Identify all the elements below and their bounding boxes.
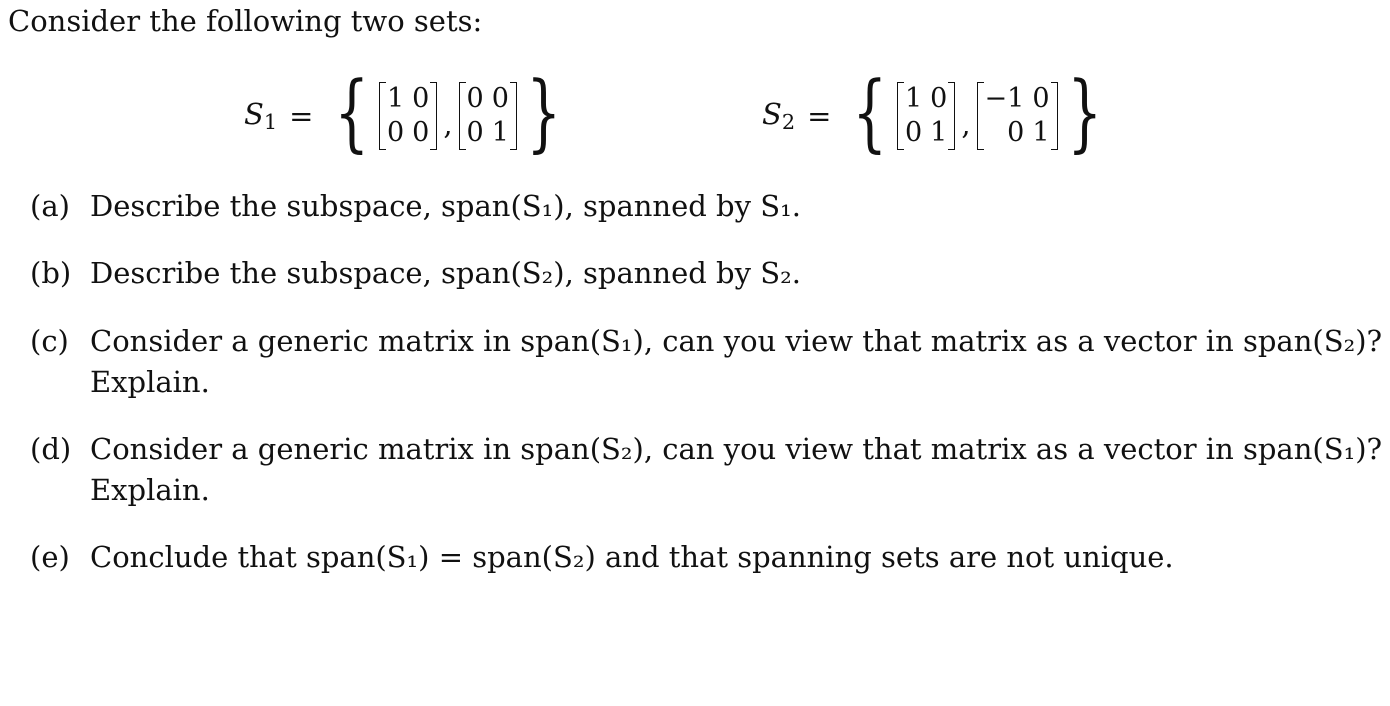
part-label: (c) <box>30 324 69 358</box>
set-s1-definition <box>244 63 570 162</box>
part-label: (d) <box>30 432 72 466</box>
right-brace: } <box>526 63 562 161</box>
question-part-c <box>30 321 1383 399</box>
right-brace: } <box>1066 63 1102 161</box>
matrix-cell: 1 <box>1032 117 1050 148</box>
matrix-cell: 0 <box>1007 117 1025 148</box>
matrix-cell: 0 <box>386 117 405 148</box>
set-s2-equals: = <box>807 99 832 133</box>
matrix-cell: −1 <box>984 83 1025 114</box>
matrix <box>977 82 1058 150</box>
part-continuation: Explain. <box>90 365 210 399</box>
separator-comma: , <box>961 107 971 141</box>
matrix <box>897 82 955 150</box>
separator-comma: , <box>443 107 453 141</box>
matrix-cell: 0 <box>466 117 484 148</box>
set-s2-subscript: 2 <box>781 110 796 135</box>
part-text: Conclude that span(S₁) = span(S₂) and that spanning sets are not unique. <box>90 540 1174 574</box>
left-brace: { <box>852 63 888 161</box>
set-s1-subscript: 1 <box>263 110 278 135</box>
left-brace: { <box>334 63 370 161</box>
part-label: (a) <box>30 189 70 223</box>
part-text: Describe the subspace, span(S₂), spanned by S₂. <box>90 256 801 290</box>
set-s1-equals: = <box>289 99 314 133</box>
intro-text: Consider the following two sets: <box>8 4 483 38</box>
part-continuation: Explain. <box>90 473 210 507</box>
matrix-cell: 1 <box>904 83 923 114</box>
matrix-cell: 0 <box>412 117 430 148</box>
part-text: Consider a generic matrix in span(S₂), can you view that matrix as a vector in span(S₁)? <box>90 432 1383 466</box>
part-text: Describe the subspace, span(S₁), spanned by S₁. <box>90 189 801 223</box>
question-part-b <box>30 253 801 293</box>
question-part-a <box>30 186 801 226</box>
part-label: (b) <box>30 256 72 290</box>
matrix <box>379 82 437 150</box>
question-part-e <box>30 537 1174 577</box>
part-text: Consider a generic matrix in span(S₁), can you view that matrix as a vector in span(S₂)? <box>90 324 1383 358</box>
matrix-cell: 1 <box>386 83 405 114</box>
set-s2-symbol: $S_2$ <box>762 97 796 135</box>
matrix-cell: 0 <box>491 83 509 114</box>
matrix-cell: 0 <box>412 83 430 114</box>
matrix-cell: 0 <box>1032 83 1050 114</box>
matrix-cell: 0 <box>930 83 948 114</box>
question-part-d <box>30 429 1383 507</box>
set-s1-symbol: $S_1$ <box>244 97 278 135</box>
matrix-cell: 0 <box>904 117 923 148</box>
matrix-cell: 0 <box>466 83 484 114</box>
set-s2-definition <box>762 63 1111 162</box>
matrix-cell: 1 <box>491 117 509 148</box>
matrix-cell: 1 <box>930 117 948 148</box>
matrix <box>459 82 517 150</box>
part-label: (e) <box>30 540 70 574</box>
